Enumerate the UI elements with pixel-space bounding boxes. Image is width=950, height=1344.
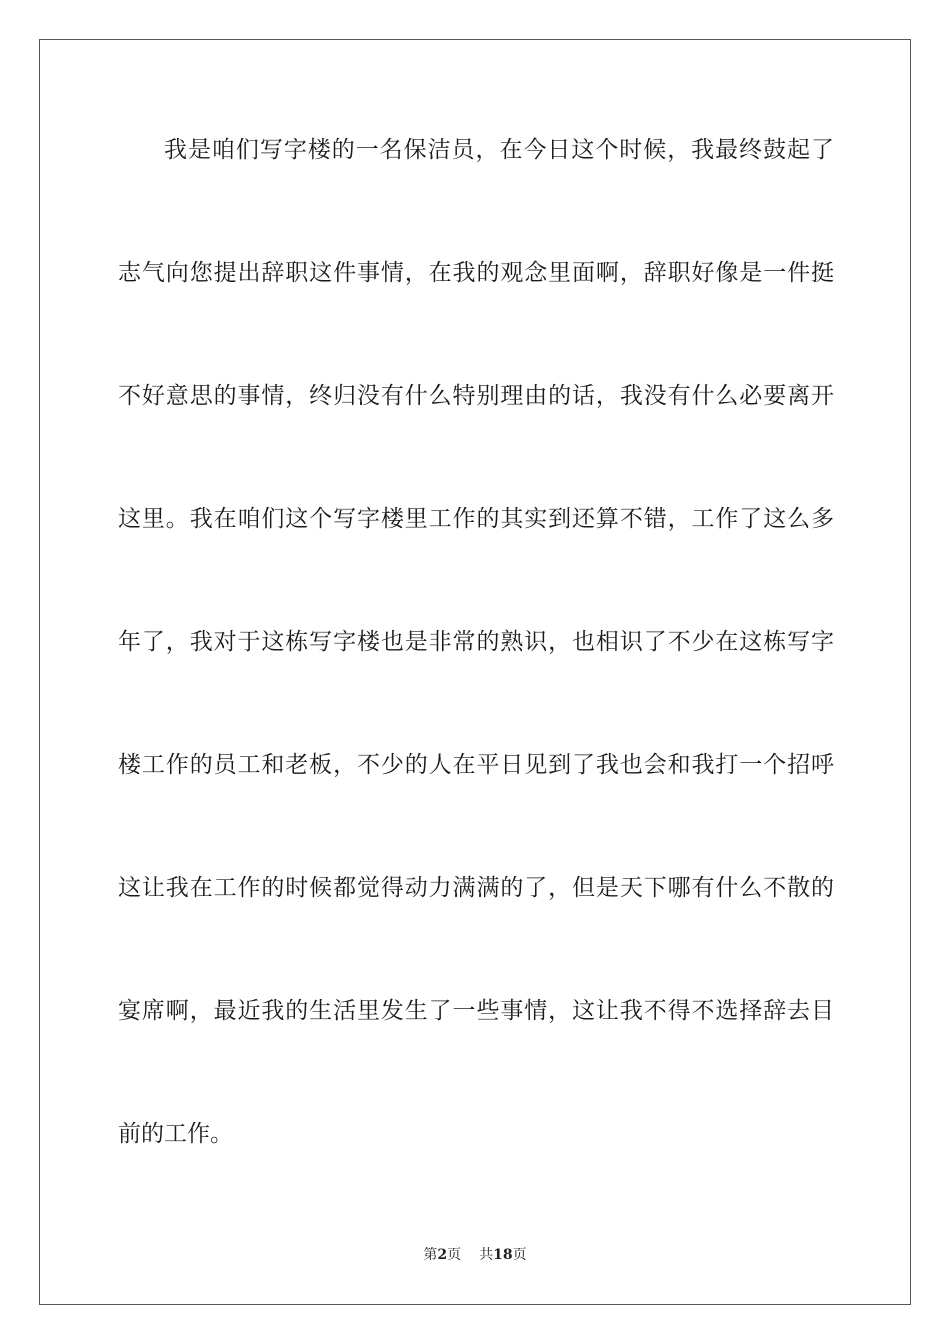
page-prefix: 第 (423, 1247, 438, 1263)
total-page-count: 18 (493, 1247, 513, 1263)
paragraph-line-6: 楼工作的员工和老板，不少的人在平日见到了我也会和我打一个招呼 (118, 752, 834, 778)
total-unit: 页 (512, 1247, 527, 1263)
paragraph-line-2: 志气向您提出辞职这件事情，在我的观念里面啊，辞职好像是一件挺 (118, 260, 834, 286)
paragraph-line-8: 宴席啊，最近我的生活里发生了一些事情，这让我不得不选择辞去目 (118, 998, 834, 1024)
paragraph-line-3: 不好意思的事情，终归没有什么特别理由的话，我没有什么必要离开 (118, 383, 834, 409)
total-prefix: 共 (479, 1247, 494, 1263)
page-footer (0, 1246, 950, 1264)
paragraph-line-5: 年了，我对于这栋写字楼也是非常的熟识，也相识了不少在这栋写字 (118, 629, 834, 655)
current-page-number: 2 (437, 1247, 448, 1263)
paragraph-line-4: 这里。我在咱们这个写字楼里工作的其实到还算不错，工作了这么多 (118, 506, 834, 532)
paragraph-line-9: 前的工作。 (118, 1121, 233, 1147)
paragraph-line-7: 这让我在工作的时候都觉得动力满满的了，但是天下哪有什么不散的 (118, 875, 834, 901)
paragraph-line-1: 我是咱们写字楼的一名保洁员，在今日这个时候，我最终鼓起了 (164, 137, 834, 163)
page-unit: 页 (447, 1247, 462, 1263)
